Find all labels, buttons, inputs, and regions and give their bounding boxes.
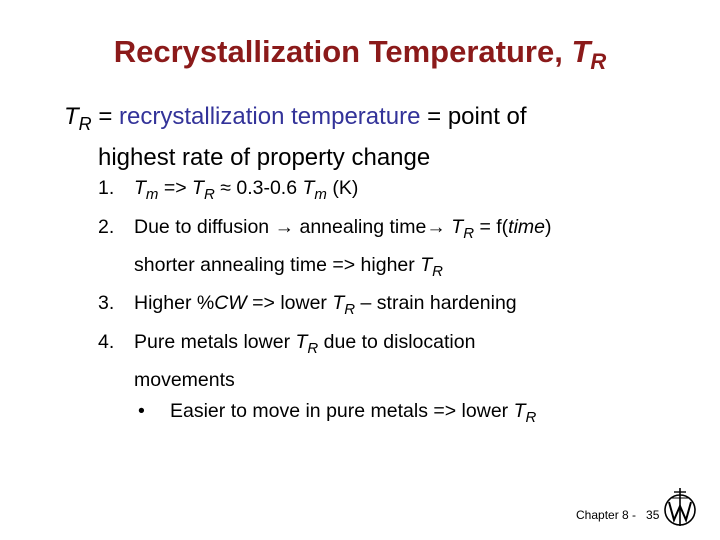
item-text: annealing time (294, 216, 427, 238)
slide-footer (576, 508, 659, 522)
equals-2: = point of (420, 103, 527, 130)
approx-range: ≈ 0.3-0.6 (214, 177, 303, 199)
item-text-italic: CW (214, 292, 247, 314)
list-item-3 (98, 287, 688, 326)
symbol-t: T (192, 177, 204, 199)
list-number: 4. (98, 331, 115, 353)
item-text: Pure metals lower (134, 331, 296, 353)
symbol-t: T (445, 216, 464, 238)
symbol-t: T (302, 177, 315, 199)
item-text: = f( (474, 216, 509, 238)
numbered-list (98, 172, 688, 434)
list-item-4-continuation: movements (134, 369, 235, 391)
item-text: – strain hardening (355, 292, 517, 314)
list-item-4 (98, 326, 688, 365)
symbol-t: T (134, 177, 146, 199)
item-text: Higher % (134, 292, 215, 314)
subscript-m: m (314, 186, 327, 203)
list-item-2-continuation (98, 250, 688, 287)
list-number: 1. (98, 177, 115, 199)
item-text: shorter annealing time => higher (134, 254, 421, 276)
subscript-r: R (344, 301, 356, 318)
subscript-r: R (463, 225, 475, 242)
subscript-r: R (525, 409, 537, 426)
symbol-t: T (332, 292, 345, 314)
symbol-t: T (513, 400, 526, 422)
list-number: 3. (98, 292, 115, 314)
list-number: 2. (98, 216, 115, 238)
definition-paragraph (64, 100, 684, 174)
arrow-right-icon: → (274, 216, 295, 238)
unit-text: (K) (326, 177, 359, 199)
subscript-r: R (432, 263, 443, 280)
bullet-icon: • (138, 400, 145, 422)
definition-line-2: highest rate of property change (98, 144, 431, 171)
equals-1: = (91, 103, 120, 130)
item-text: Easier to move in pure metals => lower (170, 400, 514, 422)
symbol-t: T (295, 331, 308, 353)
list-item-1 (98, 172, 688, 211)
list-item-2 (98, 211, 688, 250)
highlighted-phrase: recrystallization temperature (119, 103, 421, 130)
slide-title (0, 34, 720, 75)
subscript-r: R (307, 340, 319, 357)
item-text: Due to diffusion (134, 216, 275, 238)
chapter-label: Chapter 8 - (576, 508, 637, 522)
page-number: 35 (646, 508, 660, 522)
implies-text: => (158, 177, 193, 199)
title-t: T (571, 34, 591, 69)
item-text: => lower (246, 292, 333, 314)
item-text: ) (545, 216, 552, 238)
title-subscript: R (590, 49, 607, 74)
sub-bullet-item (98, 395, 688, 434)
definition-line-1 (64, 100, 684, 141)
symbol-t: T (420, 254, 433, 276)
item-text-italic: time (508, 216, 546, 238)
item-text: due to dislocation (318, 331, 476, 353)
subscript-r: R (203, 186, 215, 203)
wiley-publisher-logo-icon (660, 486, 700, 530)
subscript-m: m (145, 186, 159, 203)
title-text: Recrystallization Temperature, (113, 34, 572, 69)
tr-subscript: R (78, 114, 92, 134)
arrow-right-icon: → (426, 216, 446, 238)
tr-symbol: T (64, 103, 79, 130)
